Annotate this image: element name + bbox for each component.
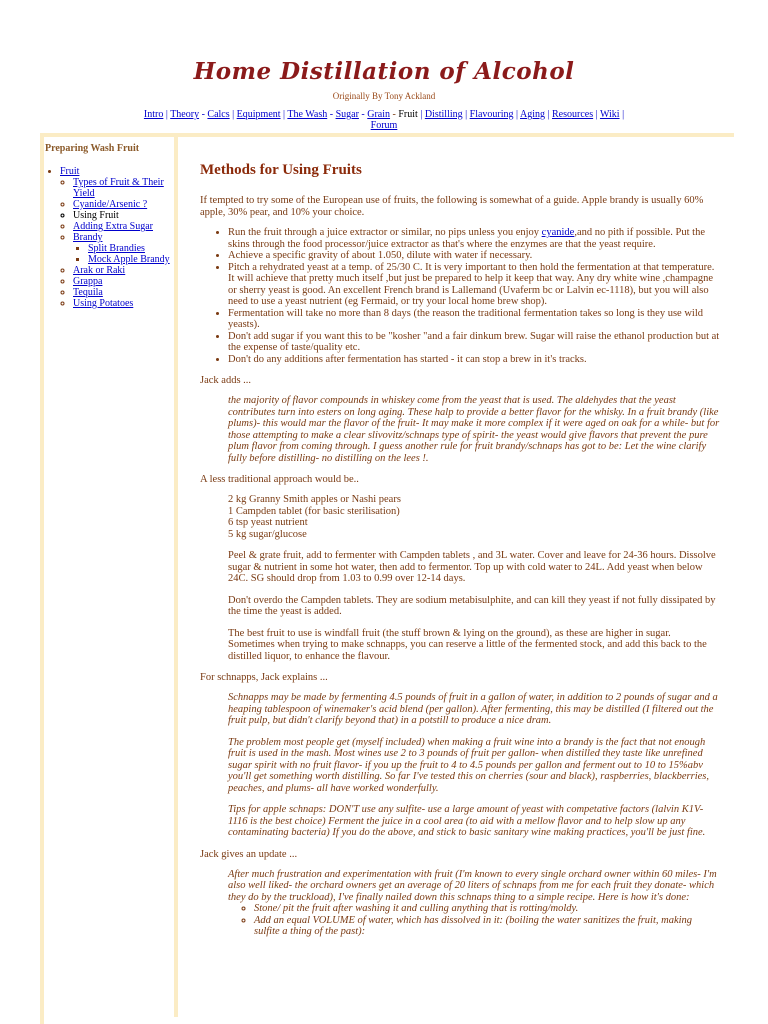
nav-distilling[interactable]: Distilling bbox=[424, 109, 463, 120]
byline: Originally By Tony Ackland bbox=[332, 91, 436, 101]
schnapps-quote-3: Tips for apple schnaps: DON'T use any sulfite- use a large amount of yeast with competative factors (lalvin K1V-1116 is the best choice) Ferment the juice in a cool area (to aid with a mellow flavor and to help slow up any contaminating bacteria) If you do the above, and stick to basic sanitary wine making practices, you'll be just fine. bbox=[228, 804, 706, 838]
nav-forum[interactable]: Forum bbox=[370, 120, 398, 131]
sidebar-item-mock-apple-brandy[interactable]: Mock Apple Brandy bbox=[88, 254, 170, 265]
update-intro: Jack gives an update ... bbox=[200, 848, 298, 860]
list-item: • Achieve a specific gravity of about 1.050, dilute with water if necessary. bbox=[228, 250, 720, 262]
cyanide-link[interactable]: cyanide bbox=[541, 227, 575, 238]
less-traditional: A less traditional approach would be.. bbox=[200, 474, 359, 485]
jack-adds: Jack adds ... bbox=[200, 375, 252, 386]
top-nav: Intro | Theory - Calcs | Equipment | The Wash - Sugar - Grain - Fruit | Distilling | Flavouring | Aging | Resources | Wiki | Forum bbox=[143, 109, 625, 131]
sidebar-item-adding-sugar[interactable]: Adding Extra Sugar bbox=[73, 221, 153, 232]
windfall-paragraph: The best fruit to use is windfall fruit (the stuff brown & lying on the ground), as these are higher in sugar. Sometimes when trying to make schnapps, you can reserve a little of the fermented stock, and add this back to the distilled liquor, to enhance the flavour. bbox=[228, 627, 707, 662]
sidebar-item-types[interactable]: Types of Fruit & Their Yield bbox=[73, 177, 164, 199]
page-heading: Methods for Using Fruits bbox=[200, 162, 362, 178]
list-item: • Don't do any additions after fermentation has started - it can stop a brew in it's tracks. bbox=[228, 354, 720, 366]
nav-calcs[interactable]: Calcs bbox=[207, 109, 230, 120]
sidebar-item-arak[interactable]: Arak or Raki bbox=[73, 265, 126, 276]
nav-aging[interactable]: Aging bbox=[520, 109, 545, 120]
nav-grain[interactable]: Grain bbox=[367, 109, 391, 120]
sidebar-item-potatoes[interactable]: Using Potatoes bbox=[73, 298, 134, 309]
steps-list bbox=[228, 903, 720, 938]
jack-quote: the majority of flavor compounds in whiskey come from the yeast that is used. The aldehydes that the yeast contributes turn into esters on long aging. These halp to provide a better flavor for the whisky. In a fruit brandy (like plums)- this would mar the flavor of the fruit- It may make it more complex if it were aged on oak for a while- but for those attempting to make a clear slivovitz/schnaps type of spirit- the yeast would give flavors that prevent the pure plum flavor from coming through. I guess another rule for fruit brandy/schnaps has got to be: Let the wine clarify fully before distilling- no distilling on the lees !. bbox=[228, 395, 720, 464]
list-item bbox=[228, 227, 720, 250]
nav-theory[interactable]: Theory bbox=[170, 109, 200, 120]
sidebar-item-using-fruit: ◦ Using Fruit bbox=[73, 210, 174, 221]
ingredient: 6 tsp yeast nutrient bbox=[228, 517, 308, 528]
ingredient: 1 Campden tablet (for basic sterilisation) bbox=[228, 505, 400, 517]
method-list bbox=[200, 227, 720, 365]
list-text: ,and no pith if possible. Put the skins through the food processor/juice extractor as that's where the enzymes are that the yeast require. bbox=[228, 227, 705, 250]
nav-equipment[interactable]: Equipment bbox=[236, 109, 281, 120]
list-item: ◦ Stone/ pit the fruit after washing it and culling anything that is rotting/moldy. bbox=[254, 903, 720, 915]
list-text: Run the fruit through a juice extractor or similar, no pips unless you enjoy bbox=[228, 227, 542, 238]
nav-sugar[interactable]: Sugar bbox=[335, 109, 359, 120]
sidebar bbox=[44, 137, 178, 1017]
campden-paragraph: Don't overdo the Campden tablets. They are sodium metabisulphite, and can kill they yeast if not fully dissipated by the time the yeast is added. bbox=[228, 594, 716, 617]
schnapps-quote-1: Schnapps may be made by fermenting 4.5 pounds of fruit in a gallon of water, in addition to 2 pounds of sugar and a heaping tablespoon of winemaker's acid blend (per gallon). After fermenting, this may be distilled (I filtered out the fruit pulp, but didn't clarify beyond that) in a potstill to produce a nice dram. bbox=[228, 692, 718, 726]
list-item: • Pitch a rehydrated yeast at a temp. of 25/30 C. It is very important to then hold the fermentation at that temperature. It will achieve that pretty much itself ,but just be prepared to help it keep that way. Any dry white wine ,champagne or sherry yeast is good. An excellent French brand is Lallemand (Uvaferm bc or Lalvin ec-1118), but you will also need to use a yeast nutrient (eg Fermaid, or try your local home brew shop). bbox=[228, 262, 720, 308]
nav-wiki[interactable]: Wiki bbox=[599, 109, 620, 120]
intro-paragraph: If tempted to try some of the European use of fruits, the following is somewhat of a guide. Apple brandy is usually 60% apple, 30% pear, and 10% your choice. bbox=[200, 195, 704, 218]
list-item: • Fermentation will take no more than 8 days (the reason the traditional fermentation takes so long is they use wild yeasts). bbox=[228, 308, 720, 331]
main-content bbox=[200, 148, 720, 948]
sidebar-item-fruit[interactable]: Fruit bbox=[60, 166, 80, 177]
page-header bbox=[0, 0, 768, 131]
nav-fruit-current: Fruit bbox=[398, 109, 418, 120]
nav-intro[interactable]: Intro bbox=[143, 109, 164, 120]
method-paragraph: Peel & grate fruit, add to fermenter with Campden tablets , and 3L water. Cover and leave for 24-36 hours. Dissolve sugar & nutrient in some hot water, then add to fermentor. Top up with cold water to 24L. Add yeast when below 24C. SG should drop from 1.03 to 0.99 over 12-14 days. bbox=[228, 550, 716, 584]
schnapps-quote-2: The problem most people get (myself included) when making a fruit wine into a brandy is the fact that not enough fruit is used in the mash. Most wines use 2 to 3 pounds of fruit per gallon- when distilled they taste like unrefined sugar spirit with no fruit flavor- if you up the fruit to 4 to 4.5 pounds per gallon and ferment out to 10 to 15%abv you'll get something worth distilling. So far I've tested this on cherries (sour and black), raspberries, blackberries, peaches, and plums- all have worked wonderfully. bbox=[228, 736, 710, 794]
list-item: ◦ Add an equal VOLUME of water, which has dissolved in it: (boiling the water sanitizes the fruit, making sulfite a thing of the past): bbox=[254, 915, 720, 938]
site-title: Home Distillation of Alcohol bbox=[193, 58, 575, 85]
ingredients bbox=[228, 494, 720, 540]
sidebar-item-tequila[interactable]: Tequila bbox=[73, 287, 103, 298]
nav-flavouring[interactable]: Flavouring bbox=[469, 109, 514, 120]
nav-the-wash[interactable]: The Wash bbox=[287, 109, 328, 120]
list-item: • Don't add sugar if you want this to be "kosher "and a fair dinkum brew. Sugar will raise the ethanol production but at the expense of taste/quality etc. bbox=[228, 331, 720, 354]
sidebar-item-grappa[interactable]: Grappa bbox=[73, 276, 103, 287]
sidebar-item-split-brandies[interactable]: Split Brandies bbox=[88, 243, 145, 254]
ingredient: 2 kg Granny Smith apples or Nashi pears bbox=[228, 494, 401, 505]
schnapps-intro: For schnapps, Jack explains ... bbox=[200, 672, 328, 683]
update-text: After much frustration and experimentation with fruit (I'm known to every single orchard owner within 60 miles- I'm also well liked- the orchard owners get an average of 20 liters of schnaps from me for each fruit they donate- which they do by the truckload), I've finally nailed down this schnaps thing to a simple recipe. Here is how it's done: bbox=[228, 868, 717, 903]
update-quote bbox=[228, 869, 720, 938]
sidebar-item-cyanide[interactable]: Cyanide/Arsenic ? bbox=[73, 199, 148, 210]
ingredient: 5 kg sugar/glucose bbox=[228, 528, 307, 540]
sidebar-item-brandy[interactable]: Brandy bbox=[73, 232, 103, 243]
sidebar-title: Preparing Wash Fruit bbox=[45, 143, 140, 154]
nav-resources[interactable]: Resources bbox=[552, 109, 594, 120]
